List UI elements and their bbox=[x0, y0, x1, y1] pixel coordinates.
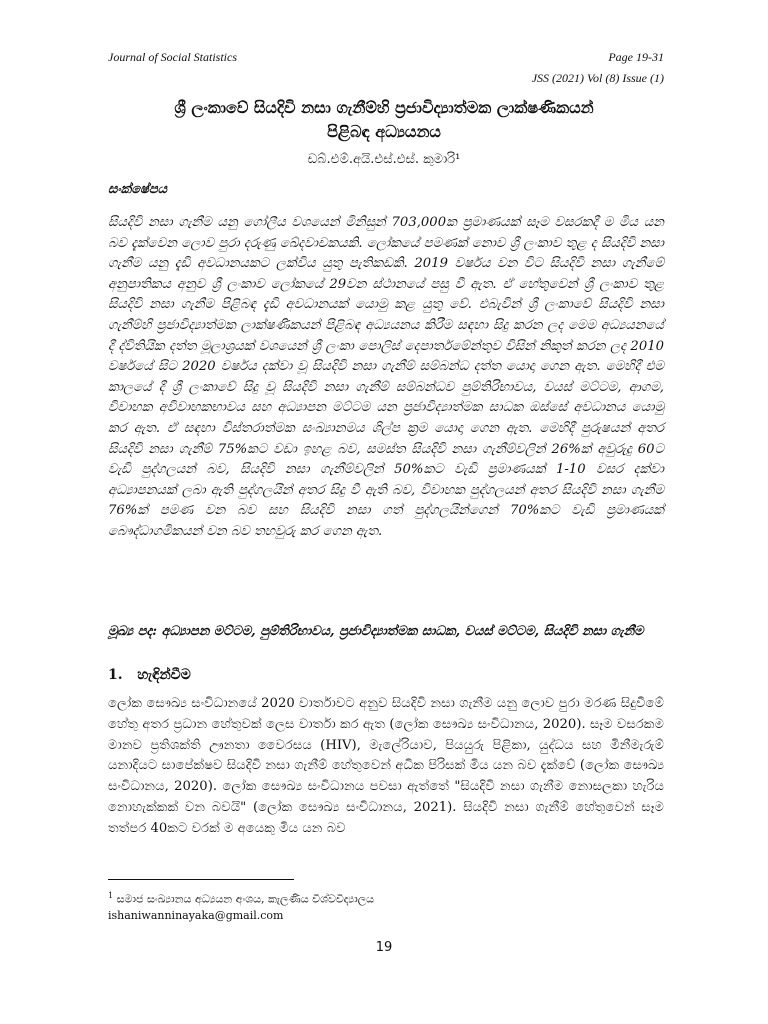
section-heading-introduction bbox=[108, 667, 191, 683]
journal-volume: JSS (2021) Vol (8) Issue (1) bbox=[531, 71, 664, 85]
footnote-email: ishaniwanninayaka@gmail.com bbox=[108, 908, 284, 922]
abstract-text: සියදිවි නසා ගැනීම යනු ගෝලීය වශයෙන් මිනිසුන් 703,000ක ප්‍රමාණයක් සෑම වසරකදී ම මිය යන බව දැක්වෙන ලොව පුරා දරුණු ඛේදවාචකයකි. ලෝකයේ පමණක් නොව ශ්‍රී ලංකාව තුළ ද සියදිවි නසා ගැනීම යනු දැඩි අවධානයකට ලක්විය යුතු පැතිකඩකි. 2019 වර්ෂය වන විට සියදිවි නසා ගැනීමේ අනුපාතිකය අනුව ශ්‍රී ලංකාව ලෝකයේ 29වන ස්ථානයේ පසු වී ඇත. ඒ හේතුවෙන් ශ්‍රී ලංකාව තුළ සියදිවි නසා ගැනීම පිළිබඳ දැඩි අවධානයක් යොමු කළ යුතු වේ. එබැවින් ශ්‍රී ලංකාවේ සියදිවි නසා ගැනීම්හි ප්‍රජාවිද්‍යාත්මක ලාක්ෂණිකයන් පිළිබඳ අධ්‍යයනය කිරීම සඳහා සිදු කරන ලද මෙම අධ්‍යයනයේ දී ද්විතියික දත්ත මූලාශ්‍රයක් වශයෙන් ශ්‍රී ලංකා පොලිස් දෙපාර්තමේන්තුව විසින් නිකුත් කරන ලද 2010 වර්ෂයේ සිට 2020 වර්ෂය දක්වා වූ සියදිවි නසා ගැනීම් සම්බන්ධ දත්ත යොදා ගෙන ඇත. මෙහිදී එම කාලයේ දී ශ්‍රී ලංකාවේ සිදු වූ සියදිවි නසා ගැනීම් සම්බන්ධව පුම්තිරිභාවය, වයස් මට්ටම, ආගම, විවාහක අවිවාහකභාවය සහ අධ්‍යාපන මට්ටම යන ප්‍රජාවිද්‍යාත්මක සාධක ඔස්සේ අවධානය යොමු කර ඇත. ඒ සඳහා විස්තරාත්මක සංඛ්‍යානමය ශිල්ප ක්‍රම යොදා ගෙන ඇත. මෙහිදී පුරුෂයන් අතර සියදිවි නසා ගැනීම් 75%කට වඩා ඉහළ බව, සමස්ත සියදිවි නසා ගැනීම්වලින් 26%ක් අවුරුදු 60ට වැඩි පුද්ගලයන් බව, සියදිවි නසා ගැනීම්වලින් 50%කට වැඩි ප්‍රමාණයක් 1-10 වසර දක්වා අධ්‍යාපනයක් ලබා ඇති පුද්ගලයින් අතර සිදු වී ඇති බව, විවාහක පුද්ගලයන් අතර සියදිවි නසා ගැනීම 76%ක් පමණ වන බව සහ සියදිවි නසා ගත් පුද්ගලයින්ගෙන් 70%කට වැඩි ප්‍රමාණයක් බෞද්ධාගමිකයන් වන බව තහවුරු කර ගෙන ඇත. bbox=[108, 215, 664, 539]
article-title-line1: ශ්‍රී ලංකාවේ සියදිවි නසා ගැනීම්හි ප්‍රජාවිද්‍යාත්මක ලාක්ෂණිකයන් bbox=[174, 98, 594, 117]
footnote-marker: 1 bbox=[108, 891, 114, 900]
abstract-heading: සංක්ෂේපය bbox=[108, 182, 168, 197]
page-number: 19 bbox=[375, 940, 393, 955]
article-title-line2: පිළිබඳ අධ්‍යයනය bbox=[327, 122, 441, 141]
journal-name: Journal of Social Statistics bbox=[108, 50, 237, 64]
section-number: 1. bbox=[108, 667, 123, 683]
article-author: ඩබ්.එම්.අයි.එස්.එස්. කුමාරි¹ bbox=[307, 152, 461, 167]
introduction-text: ලෝක සෞඛ්‍ය සංවිධානයේ 2020 වාර්තාවට අනුව සියදිවි නසා ගැනීම යනු ලොව පුරා මරණ සිදුවීමේ හේතු අතර ප්‍රධාන හේතුවක් ලෙස වාර්තා කර ඇත (ලෝක සෞඛ්‍ය සංවිධානය, 2020). සෑම වසරකම මානව ප්‍රතිශක්ති ඌනතා වෛරසය (HIV), මැලේරියාව, පියයුරු පිළිකා, යුද්ධය සහ මිනීමැරුම් යනාදියට සාපේක්ෂව සියදිවි නසා ගැනීම් හේතුවෙන් අධික පිරිසක් මිය යන බව දැක්වේ (ලෝක සෞඛ්‍ය සංවිධානය, 2020). ලෝක සෞඛ්‍ය සංවිධානය පවසා ඇත්තේ "සියදිවි නසා ගැනීම නොසලකා හැරිය නොහැක්කක් වන බවයි" (ලෝක සෞඛ්‍ය සංවිධානය, 2021). සියදිවි නසා ගැනීම් හේතුවෙන් සෑම තත්පර 40කට වරක් ම අයෙකු මිය යන බව bbox=[108, 696, 664, 836]
footnote-affiliation: සමාජ සංඛ්‍යානය අධ්‍යයන අංශය, කැලණිය විශ්වවිද්‍යාලය bbox=[116, 892, 375, 906]
article-title bbox=[100, 96, 668, 144]
footnote bbox=[108, 888, 374, 924]
footnote-divider bbox=[108, 879, 294, 880]
keywords: මූඛ්‍ය පද: අධ්‍යාපන මට්ටම, පුම්තිරිභාවය, ප්‍රජාවිද්‍යාත්මක සාධක, වයස් මට්ටම, සියදිවි නසා ගැනීම bbox=[108, 624, 644, 639]
page-range: Page 19-31 bbox=[608, 50, 664, 64]
section-title: හැඳින්වීම bbox=[137, 667, 191, 683]
